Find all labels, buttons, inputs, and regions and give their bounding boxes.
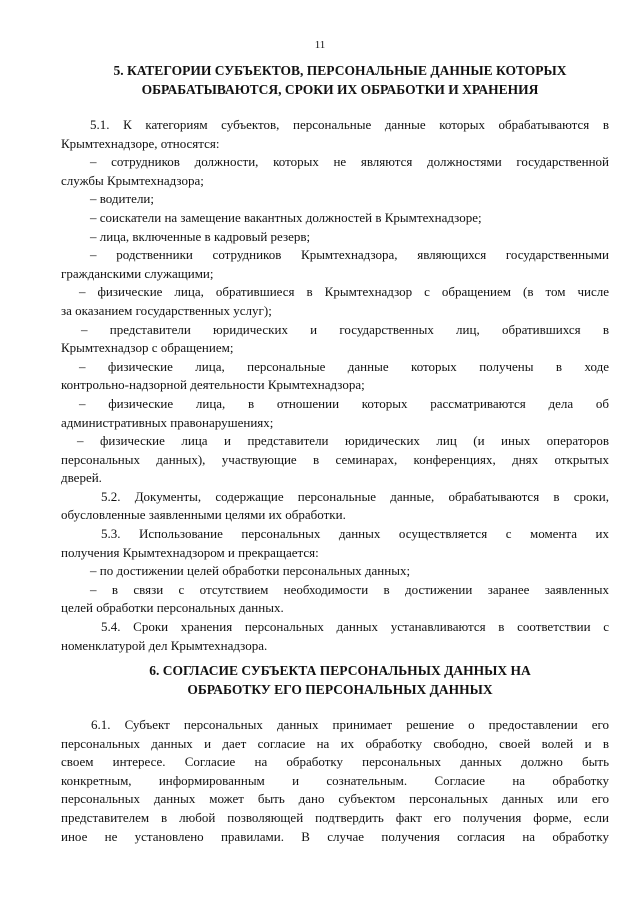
section-6-title-line-2: ОБРАБОТКУ ЕГО ПЕРСОНАЛЬНЫХ ДАННЫХ [187, 682, 493, 697]
list-item-line: дверей. [61, 470, 102, 486]
section-5-title-line-2: ОБРАБАТЫВАЮТСЯ, СРОКИ ИХ ОБРАБОТКИ И ХРАНЕНИЯ [141, 82, 539, 97]
list-item-line: – физические лица, персональные данные которых получены в ходе [79, 358, 609, 374]
paragraph-6-1-line: 6.1. Субъект персональных данных принимает решение о предоставлении его [91, 717, 609, 732]
section-5-body [61, 116, 609, 655]
list-item-line: административных правонарушениях; [61, 414, 274, 430]
list-item-line: – родственники сотрудников Крымтехнадзора, являющихся государственными [90, 247, 609, 263]
section-5-title-line-1: 5. КАТЕГОРИИ СУБЪЕКТОВ, ПЕРСОНАЛЬНЫЕ ДАННЫЕ КОТОРЫХ [113, 63, 567, 78]
list-item-line: – сотрудников должности, которых не являются должностями государственной [90, 154, 609, 170]
page-number: 11 [314, 39, 326, 51]
section-6-body [61, 716, 609, 846]
list-item-line: – физические лица, в отношении которых рассматриваются дела об [79, 395, 609, 411]
paragraph-5-2-line: обусловленные заявленными целями их обработки. [61, 507, 346, 523]
paragraph-5-1-line: 5.1. К категориям субъектов, персональные данные которых обрабатываются в [90, 117, 609, 132]
list-item-line: персональных данных), участвующие в семинарах, конференциях, днях открытых [61, 451, 609, 467]
paragraph-6-1-line: конкретным, информированным и сознательным. Согласие на обработку [61, 772, 609, 788]
paragraph-6-1-line: представителем в любой позволяющей подтвердить факт его получения форме, если [61, 809, 609, 825]
paragraph-6-1-line: персональных данных может быть дано субъектом персональных данных или его [61, 791, 609, 807]
section-6-title-line-1: 6. СОГЛАСИЕ СУБЪЕКТА ПЕРСОНАЛЬНЫХ ДАННЫХ НА [149, 663, 531, 678]
list-item-line: – водители; [90, 191, 155, 207]
list-item-line: контрольно-надзорной деятельности Крымтехнадзора; [61, 377, 365, 393]
list-item-line: службы Крымтехнадзора; [61, 172, 204, 188]
section-6-heading [60, 661, 620, 699]
paragraph-5-3-line: 5.3. Использование персональных данных осуществляется с момента их [101, 526, 609, 542]
paragraph-5-3-line: получения Крымтехнадзором и прекращается: [61, 544, 319, 560]
paragraph-5-4-line: 5.4. Сроки хранения персональных данных устанавливаются в соответствии с [101, 619, 609, 635]
paragraph-5-1-line: Крымтехнадзоре, относятся: [61, 135, 220, 151]
list-item-line: Крымтехнадзор с обращением; [61, 340, 234, 356]
paragraph-6-1-line: персональных данных и дает согласие на их обработку свободно, своей волей и в [61, 735, 609, 751]
paragraph-6-1-line: своем интересе. Согласие на обработку персональных данных должно быть [61, 754, 609, 770]
section-5-heading [60, 61, 620, 99]
paragraph-6-1-line: иное не установлено правилами. В случае получения согласия на обработку [61, 828, 609, 844]
list-item-line: – физические лица, обратившиеся в Крымтехнадзор с обращением (в том числе [79, 284, 609, 300]
list-item-line: – по достижении целей обработки персональных данных; [90, 563, 411, 579]
list-item-line: – соискатели на замещение вакантных должностей в Крымтехнадзоре; [90, 209, 482, 225]
list-item-line: за оказанием государственных услуг); [61, 302, 272, 318]
paragraph-5-4-line: номенклатурой дел Крымтехнадзора. [61, 637, 268, 653]
list-item-line: – представители юридических и государственных лиц, обратившихся в [81, 321, 609, 337]
list-item-line: целей обработки персональных данных. [61, 600, 284, 616]
list-item-line: – физические лица и представители юридических лиц (и иных операторов [77, 433, 609, 449]
list-item-line: – лица, включенные в кадровый резерв; [90, 228, 311, 244]
list-item-line: – в связи с отсутствием необходимости в достижении заранее заявленных [90, 581, 609, 597]
paragraph-5-2-line: 5.2. Документы, содержащие персональные данные, обрабатываются в сроки, [101, 488, 609, 504]
list-item-line: гражданскими служащими; [61, 265, 214, 281]
